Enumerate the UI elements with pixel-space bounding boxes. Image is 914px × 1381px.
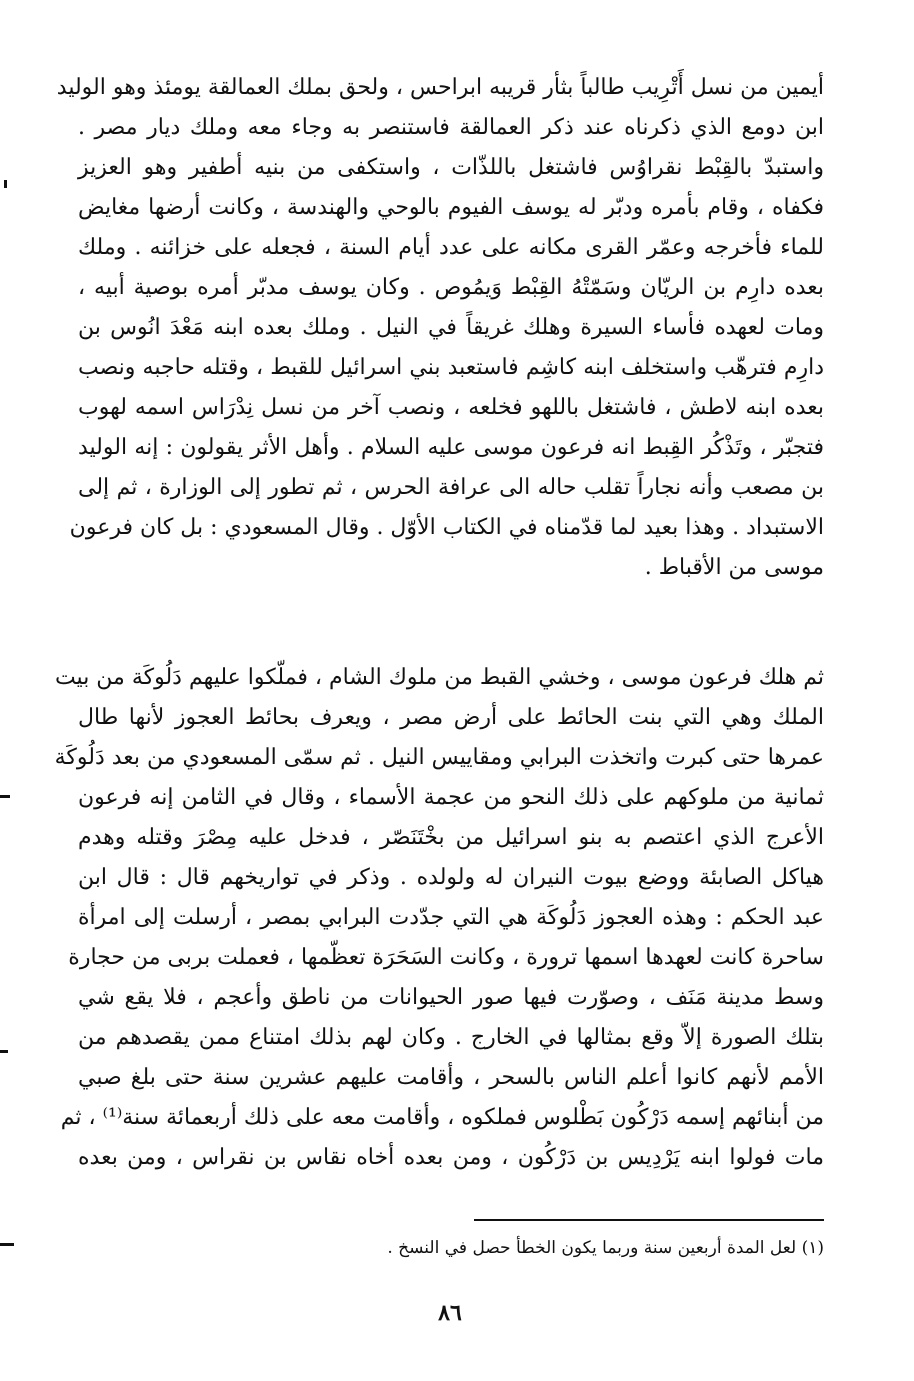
text-line: عبد الحكم : وهذه العجوز دَلُوكَة هي التي جدّدت البرابي بمصر ، أرسلت إلى امرأة (78, 905, 824, 930)
margin-mark (0, 795, 10, 798)
text-line: بعده ابنه لاطش ، فاشتغل باللهو فخلعه ، ونصب آخر من نسل نِدْرَاس اسمه لهوب (78, 395, 824, 420)
margin-mark (0, 1050, 8, 1053)
page-number: ٨٦ (438, 1300, 462, 1326)
text-line: أيمين من نسل أَتْرِيب طالباً بثأر قريبه ابراحس ، ولحق بملك العمالقة يومئذ وهو الوليد (56, 75, 824, 100)
margin-mark (4, 180, 7, 188)
text-line: الملك وهي التي بنت الحائط على أرض مصر ، ويعرف بحائط العجوز لأنها طال (78, 705, 824, 730)
footnote-divider (474, 1219, 824, 1221)
margin-mark (0, 1243, 14, 1246)
text-line: الأعرج الذي اعتصم به بنو اسرائيل من بخْتَنَصّر ، فدخل عليه مِصْرَ وقتله وهدم (78, 825, 824, 850)
text-line: فكفاه ، وقام بأمره ودبّر له يوسف الفيوم بالوحي والهندسة ، وكانت أرضها مغايض (78, 195, 824, 220)
text-line: للماء فأخرجه وعمّر القرى مكانه على عدد أيام السنة ، فجعله على خزائنه . وملك (78, 235, 824, 260)
text-line: ساحرة كانت لعهدها اسمها ترورة ، وكانت السَحَرَة تعظّمها ، فعملت بربى من حجارة (68, 945, 824, 970)
text-line: بتلك الصورة إلاّ وقع بمثالها في الخارج . وكان لهم بذلك امتناع ممن يقصدهم من (78, 1025, 824, 1050)
text-line: الاستبداد . وهذا بعيد لما قدّمناه في الكتاب الأوّل . وقال المسعودي : بل كان فرعون (69, 515, 824, 540)
text-line: بن مصعب وأنه نجاراً تقلب حاله الى عرافة الحرس ، ثم تطور إلى الوزارة ، ثم إلى (78, 475, 824, 500)
text-line: فتجبّر ، وتَذْكُر القِبط انه فرعون موسى عليه السلام . وأهل الأثر يقولون : إنه الوليد (78, 435, 824, 460)
footnote: (١) لعل المدة أربعين سنة وربما يكون الخطأ حصل في النسخ . (387, 1238, 824, 1258)
text-line: ابن دومع الذي ذكرناه عند ذكر العمالقة فاستنصر به وجاء معه وملك ديار مصر . (78, 115, 824, 140)
text-line: وسط مدينة مَنَف ، وصوّرت فيها صور الحيوانات من ناطق وأعجم ، فلا يقع شي (78, 985, 824, 1010)
text-line: هياكل الصابئة ووضع بيوت النيران له ولولده . وذكر في تواريخهم قال : قال ابن (78, 865, 824, 890)
text-line: الأمم لأنهم كانوا أعلم الناس بالسحر ، وأقامت عليهم عشرين سنة حتى بلغ صبي (78, 1065, 824, 1090)
text-line: واستبدّ بالقِبْط نقراوُس فاشتغل باللذّات ، واستكفى من بنيه أطفير وهو العزيز (78, 155, 824, 180)
text-line: دارِم فترهّب واستخلف ابنه كاشِم فاستعبد بني اسرائيل للقبط ، وقتله حاجبه ونصب (78, 355, 824, 380)
text-line: ثم هلك فرعون موسى ، وخشي القبط من ملوك الشام ، فملّكوا عليهم دَلُوكَة من بيت (54, 665, 824, 690)
text-line: بعده دارِم بن الريّان وسَمّتْهُ القِبْط وَيمُوص . وكان يوسف مدبّر أمره بوصية أبيه ، (78, 275, 824, 300)
text-line: من أبنائهم إسمه دَرْكُون بَطْلوس فملكوه ، وأقامت معه على ذلك أربعمائة سنة⁽¹⁾ ، ثم (60, 1105, 824, 1130)
text-line: ومات لعهده فأساء السيرة وهلك غريقاً في النيل . وملك بعده ابنه مَعْدَ انُوس بن (78, 315, 824, 340)
text-line: موسى من الأقباط . (644, 555, 824, 580)
text-line: ثمانية من ملوكهم على ذلك النحو من عجمة الأسماء ، وقال في الثامن إنه فرعون (78, 785, 824, 810)
text-line: مات فولوا ابنه يَرْدِيس بن دَرْكُون ، ومن بعده أخاه نقاس بن نقراس ، ومن بعده (78, 1145, 824, 1170)
text-line: عمرها حتى كبرت واتخذت البرابي ومقاييس النيل . ثم سمّى المسعودي من بعد دَلُوكَة (54, 745, 824, 770)
